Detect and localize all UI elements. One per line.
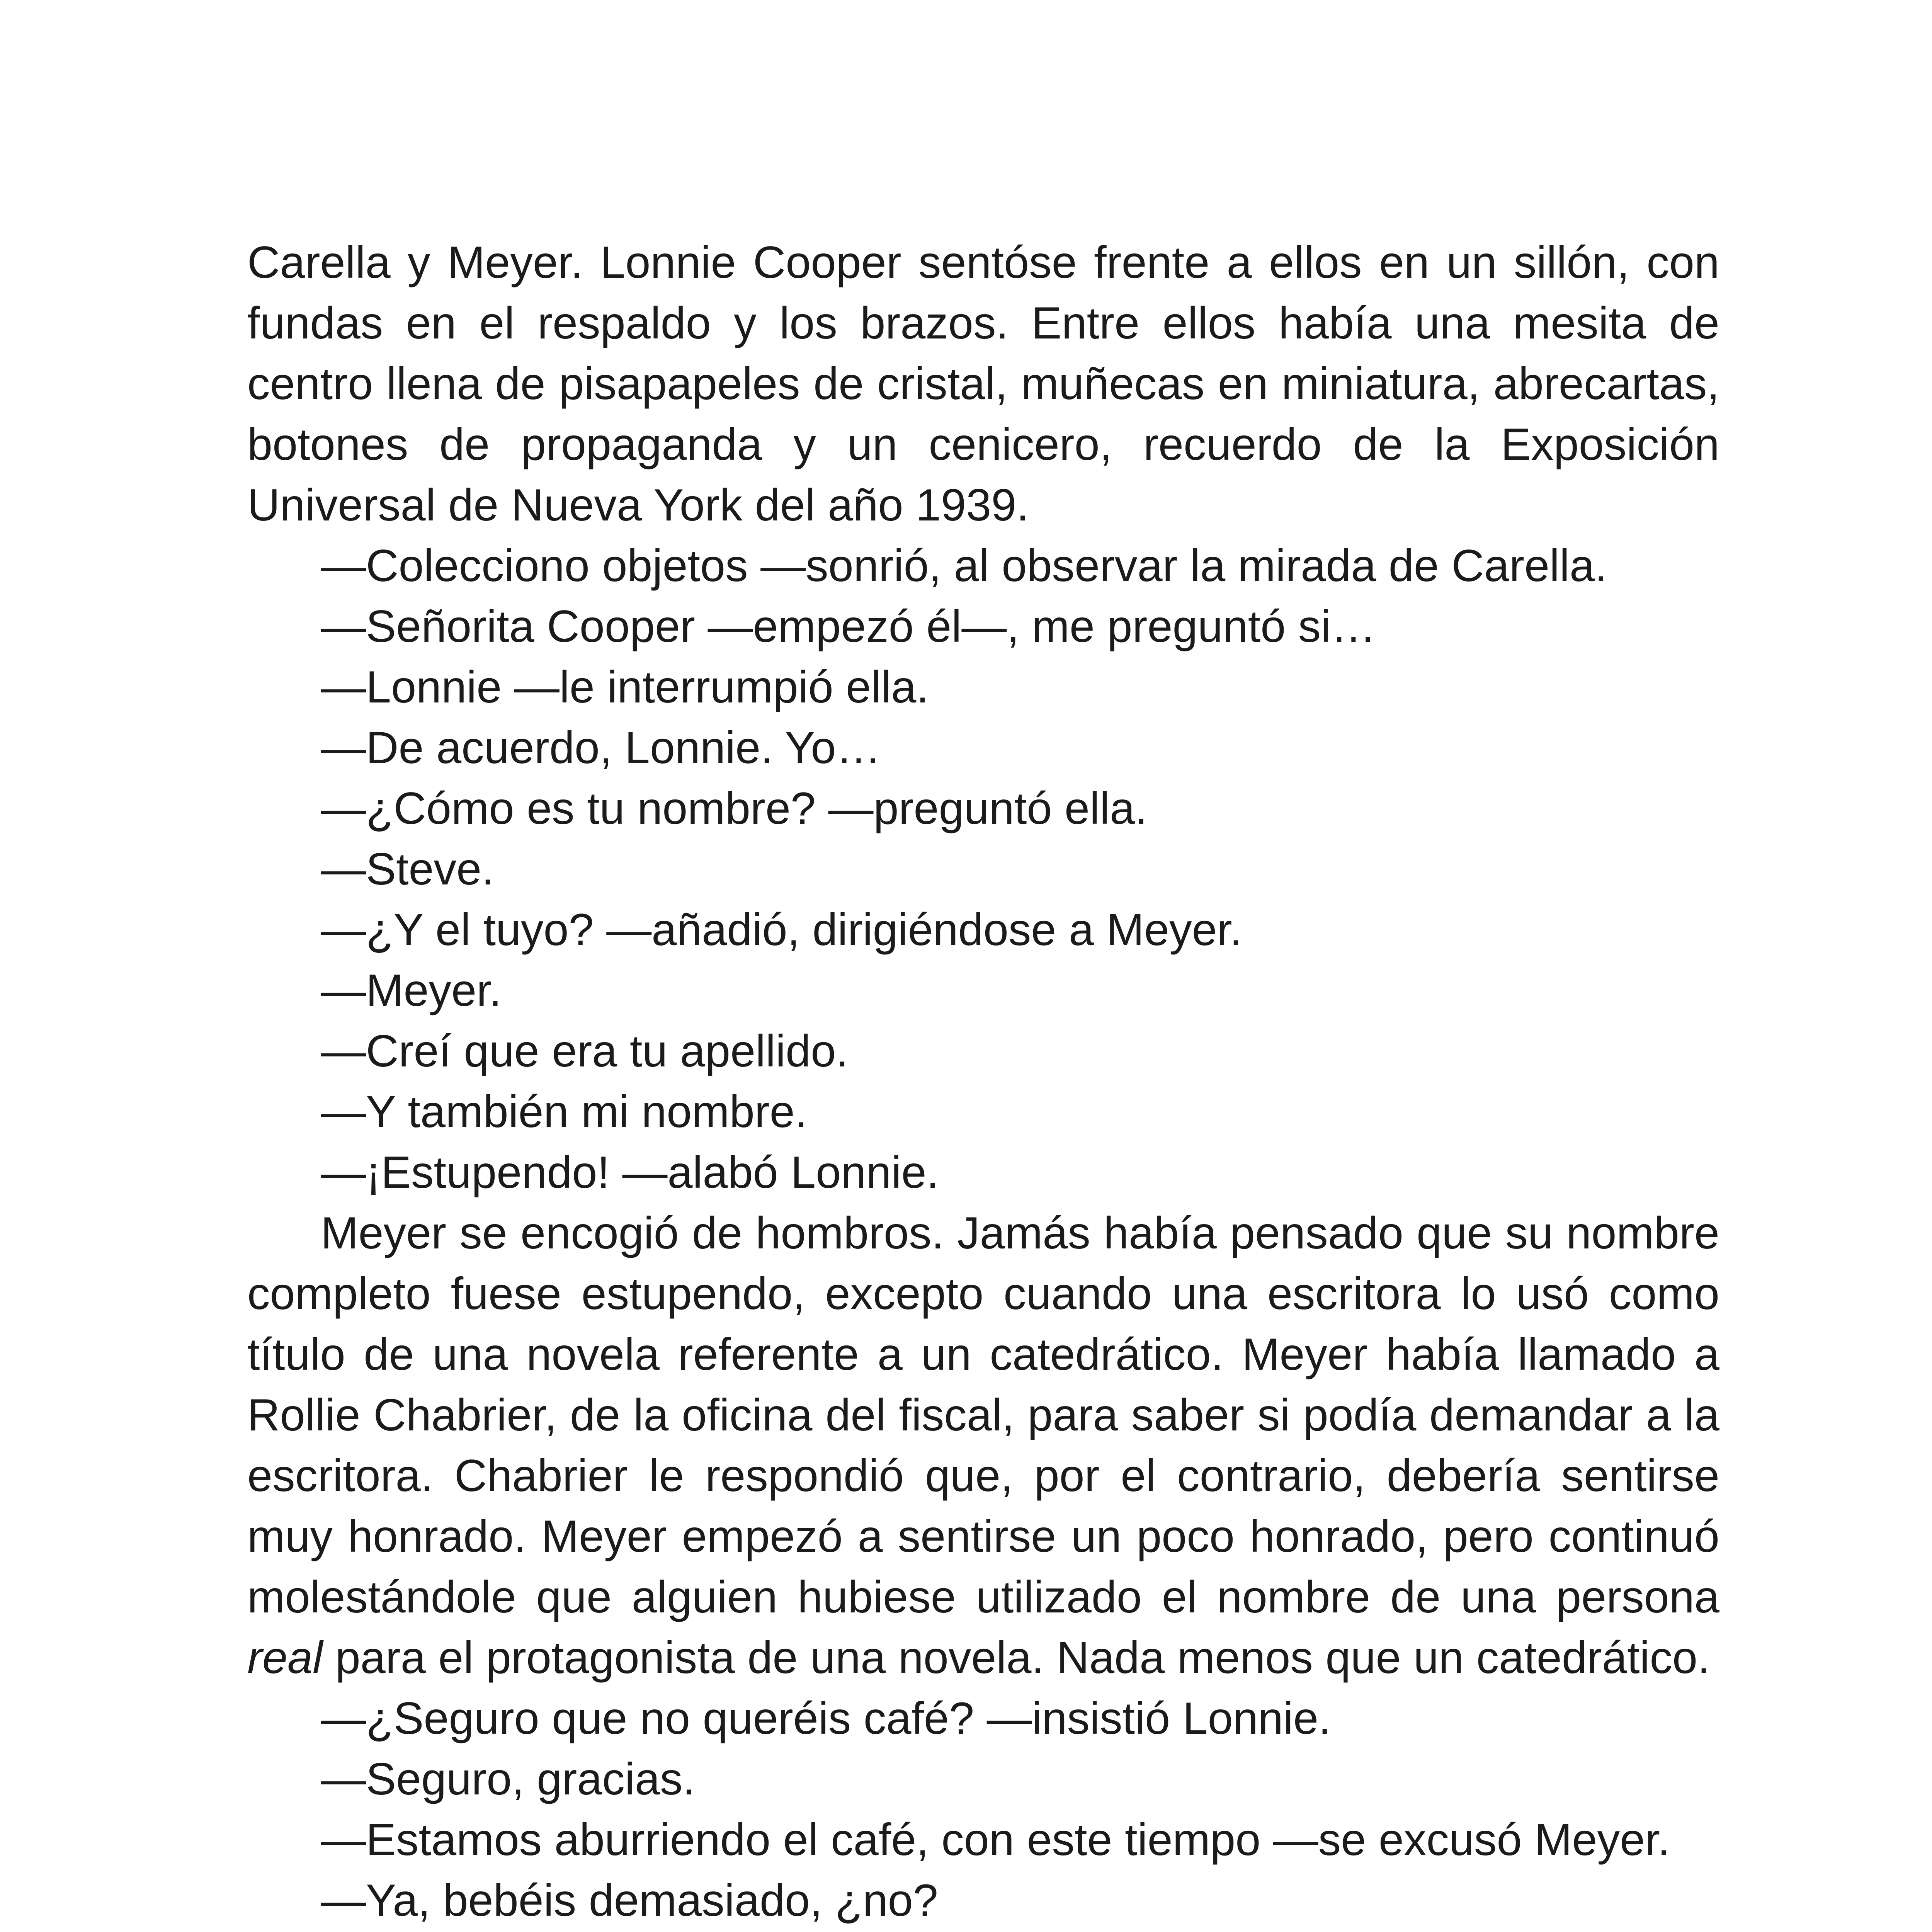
dialogue-line: —Estamos aburriendo el café, con este tiempo —se excusó Meyer. — [321, 1814, 1670, 1865]
dialogue-line: —De acuerdo, Lonnie. Yo… — [321, 722, 881, 773]
dialogue-line: —Lonnie —le interrumpió ella. — [321, 662, 929, 712]
dialogue-line: —Creí que era tu apellido. — [321, 1026, 849, 1076]
italic-word: real — [247, 1632, 323, 1683]
dialogue-line: —¿Cómo es tu nombre? —preguntó ella. — [321, 783, 1148, 833]
body-text — [247, 232, 1719, 1932]
dialogue-line — [247, 1930, 1719, 1932]
dialogue-line: —¡Estupendo! —alabó Lonnie. — [321, 1147, 939, 1197]
paragraph-meyer — [247, 1202, 1719, 1688]
dialogue-line: —Señorita Cooper —empezó él—, me preguntó si… — [321, 601, 1376, 651]
dialogue-line: —Seguro, gracias. — [321, 1753, 695, 1804]
dialogue-line: —Meyer. — [321, 965, 502, 1015]
paragraph-text: para el protagonista de una novela. Nada menos que un catedrático. — [323, 1632, 1710, 1683]
dialogue-line: —Y también mi nombre. — [321, 1086, 808, 1137]
paragraph-opening: Carella y Meyer. Lonnie Cooper sentóse frente a ellos en un sillón, con fundas en el respaldo y los brazos. Entre ellos había una mesita de centro llena de pisapapeles de cristal, muñecas en miniatura, abrecartas, botones de propaganda y un cenicero, recuerdo de la Exposición Universal de Nueva York del año 1939. — [247, 237, 1719, 530]
dialogue-line: —Colecciono objetos —sonrió, al observar la mirada de Carella. — [321, 540, 1607, 591]
dialogue-line: —¿Y el tuyo? —añadió, dirigiéndose a Meyer. — [321, 904, 1242, 955]
paragraph-text: Meyer se encogió de hombros. Jamás había pensado que su nombre completo fuese estupendo, excepto cuando una escritora lo usó como título de una novela referente a un catedrático. Meyer había llamado a Rollie Chabrier, de la oficina del fiscal, para saber si podía demandar a la escritora. Chabrier le respondió que, por el contrario, debería sentirse muy honrado. Meyer empezó a sentirse un poco honrado, pero continuó molestándole que alguien hubiese utilizado el nombre de una persona — [247, 1208, 1719, 1622]
dialogue-line: —Steve. — [321, 844, 494, 894]
dialogue-line: —Ya, bebéis demasiado, ¿no? — [321, 1875, 938, 1925]
dialogue-line: —¿Seguro que no queréis café? —insistió Lonnie. — [321, 1693, 1331, 1743]
